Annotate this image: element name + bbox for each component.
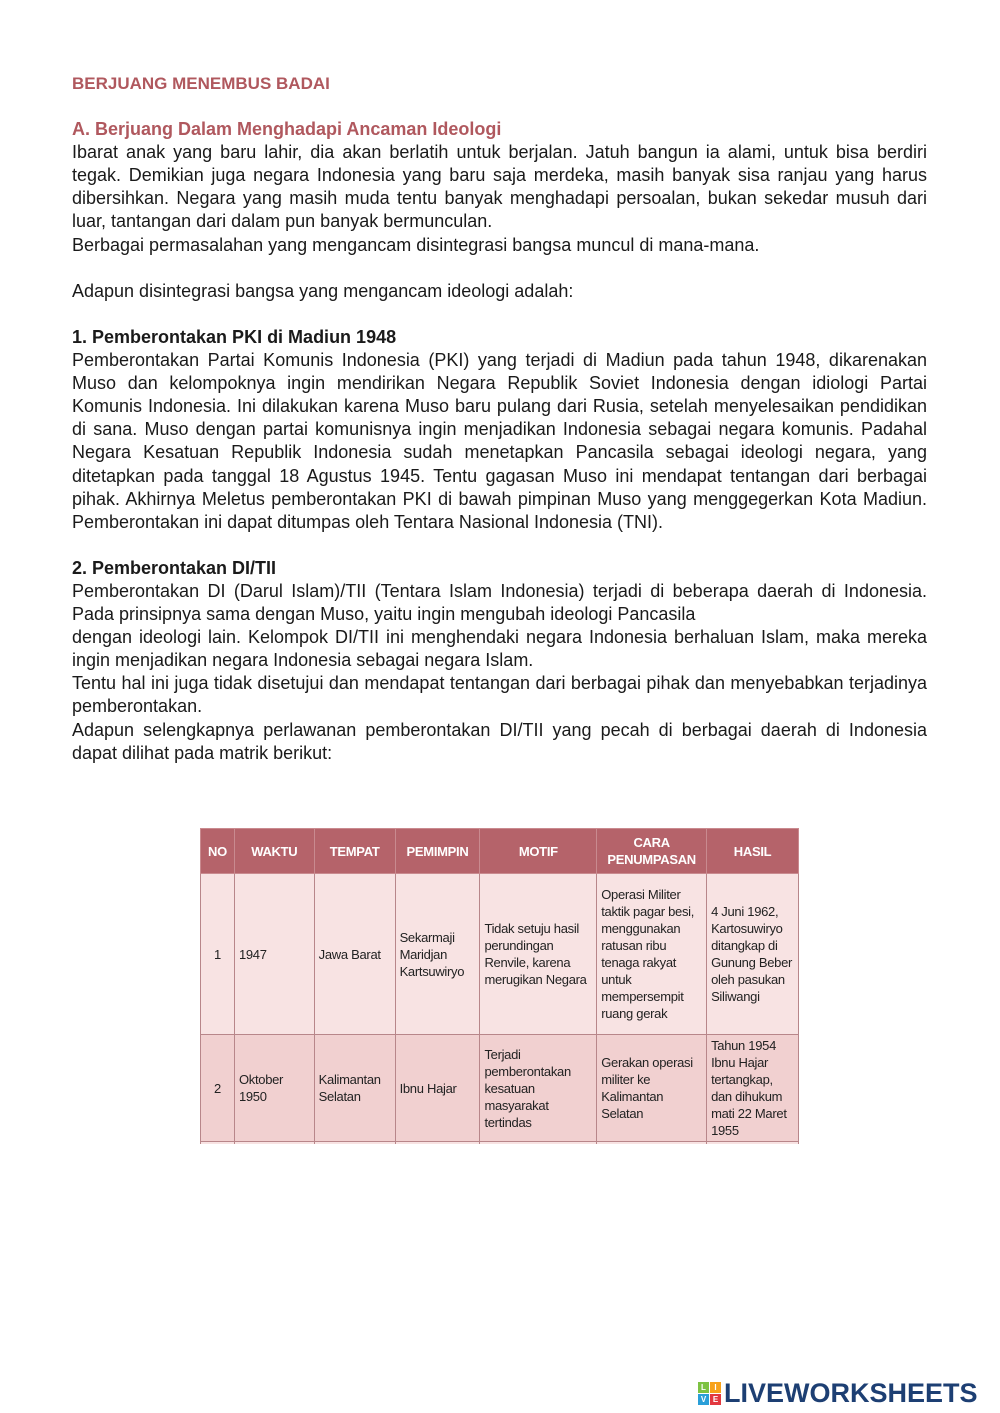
col-header: PEMIMPIN [395, 829, 480, 874]
cell: Ibnu Hajar [395, 1035, 480, 1142]
col-header: WAKTU [234, 829, 314, 874]
col-header: CARA PENUMPASAN [597, 829, 707, 874]
section-a-heading: A. Berjuang Dalam Menghadapi Ancaman Ideologi [72, 119, 502, 140]
paragraph: Ibarat anak yang baru lahir, dia akan berlatih untuk berjalan. Jatuh bangun ia alami, untuk bisa berdiri tegak. Demikian juga negara Indonesia yang baru saja merdeka, masih banyak sisa ranjau yang harus dibersihkan. Negara yang masih muda tentu banyak menghadapi persoalan, bukan sekedar musuh dari luar, tantangan dari dalam pun banyak bermunculan. [72, 142, 927, 232]
cell: Jawa Barat [314, 874, 395, 1035]
liveworksheets-logo [698, 1378, 978, 1409]
cell: Tahun 1954 Ibnu Hajar tertangkap, dan dihukum mati 22 Maret 1955 [707, 1035, 799, 1142]
cell: 1947 [234, 874, 314, 1035]
col-header: TEMPAT [314, 829, 395, 874]
paragraph: Berbagai permasalahan yang mengancam disintegrasi bangsa muncul di mana-mana. [72, 234, 760, 255]
cell: Oktober 1950 [234, 1035, 314, 1142]
cell: Sekarmaji Maridjan Kartsuwiryo [395, 874, 480, 1035]
cell: Kalimantan Selatan [314, 1035, 395, 1142]
paragraph: Adapun disintegrasi bangsa yang mengancam ideologi adalah: [72, 280, 574, 301]
cell: Gerakan operasi militer ke Kalimantan Selatan [597, 1035, 707, 1142]
cell: 4 Juni 1962, Kartosuwiryo ditangkap di Gunung Beber oleh pasukan Siliwangi [707, 874, 799, 1035]
cell: Operasi Militer taktik pagar besi, menggunakan ratusan ribu tenaga rakyat untuk mempersempit ruang gerak [597, 874, 707, 1035]
item1-heading: 1. Pemberontakan PKI di Madiun 1948 [72, 326, 397, 347]
rebellion-table [200, 828, 799, 1144]
live-badge-icon: L I V E [698, 1382, 721, 1405]
table-row-clipped [201, 1142, 799, 1145]
cell: Tidak setuju hasil perundingan Renvile, karena merugikan Negara [480, 874, 597, 1035]
logo-text: LIVEWORKSHEETS [724, 1378, 978, 1408]
matrix-table-image [200, 828, 799, 1144]
table-row [201, 874, 799, 1035]
cell: Terjadi pemberontakan kesatuan masyarakat tertindas [480, 1035, 597, 1142]
document-body [72, 72, 927, 765]
cell: 1 [201, 874, 235, 1035]
col-header: NO [201, 829, 235, 874]
col-header: MOTIF [480, 829, 597, 874]
cell: 2 [201, 1035, 235, 1142]
paragraph: Pemberontakan Partai Komunis Indonesia (PKI) yang terjadi di Madiun pada tahun 1948, dikarenakan Muso dan kelompoknya ingin mendirikan Negara Republik Soviet Indonesia dengan idiologi Partai Komunis Indonesia. Ini dilakukan karena Muso baru pulang dari Rusia, setelah menyelesaikan pendidikan di sana. Muso dengan partai komunisnya ingin menjadikan Indonesia sebagai negara komunis. Padahal Negara Kesatuan Republik Indonesia sudah menetapkan Pancasila sebagai ideologi negara, yang ditetapkan pada tanggal 18 Agustus 1945. Tentu gagasan Muso ini mendapat tentangan dari berbagai pihak. Akhirnya Meletus pemberontakan PKI di bawah pimpinan Muso yang menggegerkan Kota Madiun. Pemberontakan ini dapat ditumpas oleh Tentara Nasional Indonesia (TNI). [72, 350, 927, 532]
col-header: HASIL [707, 829, 799, 874]
item2-heading: 2. Pemberontakan DI/TII [72, 557, 277, 578]
paragraph: dengan ideologi lain. Kelompok DI/TII ini menghendaki negara Indonesia berhaluan Islam, maka mereka ingin menjadikan negara Indonesia sebagai negara Islam. [72, 627, 927, 671]
table-header-row [201, 829, 799, 874]
document-title: BERJUANG MENEMBUS BADAI [72, 74, 330, 93]
table-row [201, 1035, 799, 1142]
paragraph: Tentu hal ini juga tidak disetujui dan mendapat tentangan dari berbagai pihak dan menyebabkan terjadinya pemberontakan. [72, 673, 927, 717]
paragraph: Adapun selengkapnya perlawanan pemberontakan DI/TII yang pecah di berbagai daerah di Indonesia dapat dilihat pada matrik berikut: [72, 719, 927, 763]
paragraph: Pemberontakan DI (Darul Islam)/TII (Tentara Islam Indonesia) terjadi di beberapa daerah di Indonesia. Pada prinsipnya sama dengan Muso, yaitu ingin mengubah ideologi Pancasila [72, 580, 927, 625]
